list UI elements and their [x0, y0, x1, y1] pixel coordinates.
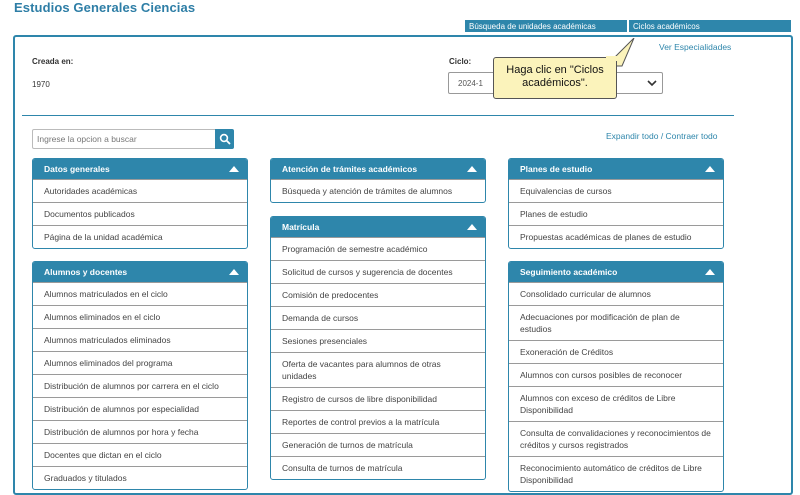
- creada-value: 1970: [32, 80, 50, 89]
- tab-ciclos-academicos[interactable]: Ciclos académicos: [628, 19, 792, 33]
- list-item[interactable]: Solicitud de cursos y sugerencia de docentes: [271, 260, 485, 283]
- panel-header[interactable]: [271, 217, 485, 237]
- list-item[interactable]: Alumnos con cursos posibles de reconocer: [509, 363, 723, 386]
- search-input[interactable]: [32, 129, 216, 149]
- search-icon: [219, 133, 231, 145]
- list-item[interactable]: Página de la unidad académica: [33, 225, 247, 248]
- ciclo-select-value: 2024-1: [458, 79, 483, 88]
- list-item[interactable]: Registro de cursos de libre disponibilidad: [271, 387, 485, 410]
- list-item[interactable]: Documentos publicados: [33, 202, 247, 225]
- expand-collapse-link[interactable]: Expandir todo / Contraer todo: [606, 131, 718, 141]
- list-item[interactable]: Graduados y titulados: [33, 466, 247, 489]
- page-title: Estudios Generales Ciencias: [14, 0, 196, 15]
- list-item[interactable]: Generación de turnos de matrícula: [271, 433, 485, 456]
- list-item[interactable]: Reportes de control previos a la matrícula: [271, 410, 485, 433]
- list-item[interactable]: Autoridades académicas: [33, 179, 247, 202]
- panel-seguimiento-academico: [508, 261, 724, 492]
- list-item[interactable]: Demanda de cursos: [271, 306, 485, 329]
- search-button[interactable]: [215, 129, 234, 149]
- panel-matricula: [270, 216, 486, 480]
- panel-datos-generales: [32, 158, 248, 249]
- panel-header[interactable]: [509, 262, 723, 282]
- tab-busqueda-unidades[interactable]: Búsqueda de unidades académicas: [464, 19, 628, 33]
- creada-label: Creada en:: [32, 57, 74, 66]
- panel-title: Atención de trámites académicos: [282, 164, 418, 174]
- chevron-down-icon: [646, 76, 658, 88]
- list-item[interactable]: Oferta de vacantes para alumnos de otras unidades: [271, 352, 485, 387]
- list-item[interactable]: Alumnos matriculados en el ciclo: [33, 282, 247, 305]
- caret-up-icon: [467, 166, 477, 172]
- list-item[interactable]: Adecuaciones por modificación de plan de estudios: [509, 305, 723, 340]
- list-item[interactable]: Propuestas académicas de planes de estudio: [509, 225, 723, 248]
- list-item[interactable]: Consulta de convalidaciones y reconocimientos de créditos y cursos registrados: [509, 421, 723, 456]
- list-item[interactable]: Equivalencias de cursos: [509, 179, 723, 202]
- caret-up-icon: [229, 269, 239, 275]
- list-item[interactable]: Alumnos matriculados eliminados: [33, 328, 247, 351]
- list-item[interactable]: Búsqueda y atención de trámites de alumnos: [271, 179, 485, 202]
- list-item[interactable]: Comisión de predocentes: [271, 283, 485, 306]
- panel-header[interactable]: [509, 159, 723, 179]
- list-item[interactable]: Alumnos con exceso de créditos de Libre Disponibilidad: [509, 386, 723, 421]
- list-item[interactable]: Consolidado curricular de alumnos: [509, 282, 723, 305]
- list-item[interactable]: Consulta de turnos de matrícula: [271, 456, 485, 479]
- panel-title: Alumnos y docentes: [44, 267, 128, 277]
- panel-header[interactable]: [271, 159, 485, 179]
- list-item[interactable]: Sesiones presenciales: [271, 329, 485, 352]
- list-item[interactable]: Alumnos eliminados en el ciclo: [33, 305, 247, 328]
- panel-alumnos-docentes: [32, 261, 248, 490]
- panel-title: Seguimiento académico: [520, 267, 618, 277]
- list-item[interactable]: Distribución de alumnos por carrera en el ciclo: [33, 374, 247, 397]
- section-divider: [22, 115, 734, 116]
- list-item[interactable]: Distribución de alumnos por hora y fecha: [33, 420, 247, 443]
- list-item[interactable]: Alumnos eliminados del programa: [33, 351, 247, 374]
- list-item[interactable]: Planes de estudio: [509, 202, 723, 225]
- list-item[interactable]: Reconocimiento automático de créditos de Libre Disponibilidad: [509, 456, 723, 491]
- list-item[interactable]: Exoneración de Créditos: [509, 340, 723, 363]
- caret-up-icon: [467, 224, 477, 230]
- list-item[interactable]: Programación de semestre académico: [271, 237, 485, 260]
- ciclo-label: Ciclo:: [449, 57, 472, 66]
- caret-up-icon: [229, 166, 239, 172]
- caret-up-icon: [705, 166, 715, 172]
- tooltip-pointer-cover: [606, 55, 622, 61]
- panel-atencion-tramites: [270, 158, 486, 203]
- panel-title: Datos generales: [44, 164, 110, 174]
- ver-especialidades-link[interactable]: Ver Especialidades: [659, 42, 732, 52]
- caret-up-icon: [705, 269, 715, 275]
- list-item[interactable]: Docentes que dictan en el ciclo: [33, 443, 247, 466]
- panel-header[interactable]: [33, 262, 247, 282]
- panel-title: Planes de estudio: [520, 164, 593, 174]
- tooltip: Haga clic en "Ciclos académicos".: [493, 57, 617, 99]
- list-item[interactable]: Distribución de alumnos por especialidad: [33, 397, 247, 420]
- panel-planes-estudio: [508, 158, 724, 249]
- panel-title: Matrícula: [282, 222, 320, 232]
- panel-header[interactable]: [33, 159, 247, 179]
